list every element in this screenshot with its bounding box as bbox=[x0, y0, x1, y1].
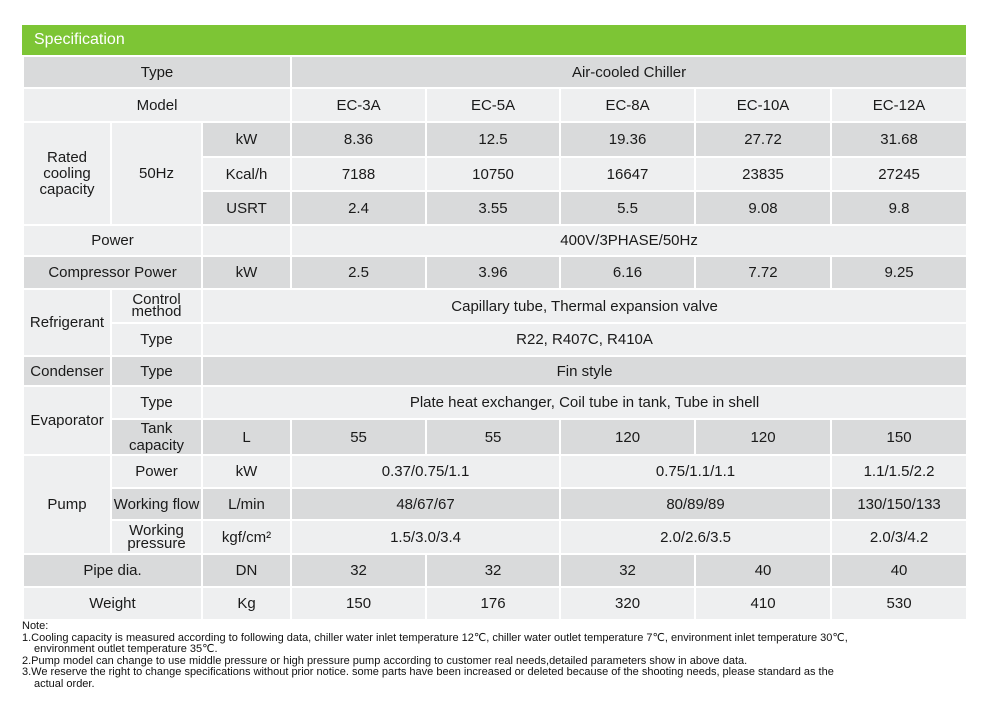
cooling-kcal-cell: 16647 bbox=[560, 157, 695, 191]
note-2: 2.Pump model can change to use middle pressure or high pressure pump according to customer real needs,detailed parameters show in above data. bbox=[22, 654, 748, 667]
compressor-cell: 3.96 bbox=[426, 256, 560, 289]
pump-flow-cell: 130/150/133 bbox=[831, 488, 967, 520]
power-row bbox=[23, 225, 967, 256]
weight-row bbox=[23, 587, 967, 620]
cooling-kw-cell: 12.5 bbox=[426, 122, 560, 157]
compressor-cell: 7.72 bbox=[695, 256, 831, 289]
model-cell: EC-10A bbox=[695, 88, 831, 122]
cooling-kcal-cell: 7188 bbox=[291, 157, 426, 191]
model-label: Model bbox=[23, 88, 291, 122]
weight-cell: 176 bbox=[426, 587, 560, 620]
compressor-cell: 6.16 bbox=[560, 256, 695, 289]
pump-power-label: Power bbox=[111, 455, 202, 488]
unit-usrt: USRT bbox=[202, 191, 291, 225]
cooling-kcal-cell: 27245 bbox=[831, 157, 967, 191]
tank-cell: 150 bbox=[831, 419, 967, 455]
condenser-row bbox=[23, 356, 967, 386]
cooling-kw-cell: 8.36 bbox=[291, 122, 426, 157]
unit-dn: DN bbox=[202, 554, 291, 587]
control-method-label: Control method bbox=[111, 289, 202, 323]
pump-power-row bbox=[23, 455, 967, 488]
unit-lmin: L/min bbox=[202, 488, 291, 520]
section-title: Specification bbox=[22, 25, 966, 55]
pump-power-cell: 0.75/1.1/1.1 bbox=[560, 455, 831, 488]
unit-kw: kW bbox=[202, 455, 291, 488]
evaporator-type-value: Plate heat exchanger, Coil tube in tank, Tube in shell bbox=[202, 386, 967, 419]
notes bbox=[22, 621, 992, 690]
note-1-continued: environment outlet temperature 35℃. bbox=[34, 643, 218, 655]
unit-kg: Kg bbox=[202, 587, 291, 620]
refrigerant-control-row bbox=[23, 289, 967, 323]
weight-cell: 320 bbox=[560, 587, 695, 620]
pump-pressure-row bbox=[23, 520, 967, 554]
type-row bbox=[23, 56, 967, 88]
cooling-usrt-cell: 9.8 bbox=[831, 191, 967, 225]
pump-flow-cell: 48/67/67 bbox=[291, 488, 560, 520]
cooling-kw-cell: 27.72 bbox=[695, 122, 831, 157]
refrigerant-type-row bbox=[23, 323, 967, 356]
cooling-kcal-cell: 10750 bbox=[426, 157, 560, 191]
working-pressure-label: Working pressure bbox=[111, 520, 202, 554]
note-3-continued: actual order. bbox=[34, 677, 95, 690]
type-value: Air-cooled Chiller bbox=[291, 56, 967, 88]
tank-capacity-label: Tank capacity bbox=[111, 419, 202, 455]
model-row bbox=[23, 88, 967, 122]
unit-kw: kW bbox=[202, 122, 291, 157]
pipe-cell: 32 bbox=[560, 554, 695, 587]
tank-cell: 55 bbox=[426, 419, 560, 455]
compressor-power-label: Compressor Power bbox=[23, 256, 202, 289]
pump-pressure-cell: 1.5/3.0/3.4 bbox=[291, 520, 560, 554]
note-1: 1.Cooling capacity is measured according to following data, chiller water inlet temperature 12℃, chiller water outlet temperature 7℃, environment inlet temperature 30℃, bbox=[22, 631, 848, 644]
power-label: Power bbox=[23, 225, 202, 256]
working-flow-label: Working flow bbox=[111, 488, 202, 520]
pipe-cell: 32 bbox=[426, 554, 560, 587]
evaporator-type-row bbox=[23, 386, 967, 419]
pipe-cell: 40 bbox=[831, 554, 967, 587]
unit-kgf: kgf/cm² bbox=[202, 520, 291, 554]
pump-power-cell: 0.37/0.75/1.1 bbox=[291, 455, 560, 488]
cooling-kw-row bbox=[23, 122, 967, 157]
pipe-dia-row bbox=[23, 554, 967, 587]
cooling-usrt-cell: 2.4 bbox=[291, 191, 426, 225]
pump-pressure-cell: 2.0/3/4.2 bbox=[831, 520, 967, 554]
type-label: Type bbox=[23, 56, 291, 88]
hz-label: 50Hz bbox=[111, 122, 202, 225]
pipe-cell: 32 bbox=[291, 554, 426, 587]
tank-cell: 120 bbox=[560, 419, 695, 455]
evaporator-type-label: Type bbox=[111, 386, 202, 419]
weight-label: Weight bbox=[23, 587, 202, 620]
evaporator-label: Evaporator bbox=[23, 386, 111, 455]
cooling-kcal-cell: 23835 bbox=[695, 157, 831, 191]
tank-cell: 55 bbox=[291, 419, 426, 455]
model-cell: EC-8A bbox=[560, 88, 695, 122]
cooling-kw-cell: 31.68 bbox=[831, 122, 967, 157]
tank-capacity-row bbox=[23, 419, 967, 455]
condenser-label: Condenser bbox=[23, 356, 111, 386]
compressor-cell: 2.5 bbox=[291, 256, 426, 289]
pump-flow-cell: 80/89/89 bbox=[560, 488, 831, 520]
pipe-cell: 40 bbox=[695, 554, 831, 587]
pump-label: Pump bbox=[23, 455, 111, 554]
cooling-kw-cell: 19.36 bbox=[560, 122, 695, 157]
note-heading: Note: bbox=[22, 620, 49, 632]
specification-table bbox=[22, 55, 968, 621]
model-cell: EC-5A bbox=[426, 88, 560, 122]
power-value: 400V/3PHASE/50Hz bbox=[291, 225, 967, 256]
cooling-usrt-cell: 9.08 bbox=[695, 191, 831, 225]
unit-liter: L bbox=[202, 419, 291, 455]
rated-cooling-label: Rated cooling capacity bbox=[23, 122, 111, 225]
condenser-type-value: Fin style bbox=[202, 356, 967, 386]
pump-flow-row bbox=[23, 488, 967, 520]
pipe-dia-label: Pipe dia. bbox=[23, 554, 202, 587]
power-unit-blank bbox=[202, 225, 291, 256]
cooling-usrt-cell: 3.55 bbox=[426, 191, 560, 225]
unit-kcal: Kcal/h bbox=[202, 157, 291, 191]
refrigerant-type-label: Type bbox=[111, 323, 202, 356]
weight-cell: 410 bbox=[695, 587, 831, 620]
refrigerant-label: Refrigerant bbox=[23, 289, 111, 356]
weight-cell: 150 bbox=[291, 587, 426, 620]
refrigerant-control-value: Capillary tube, Thermal expansion valve bbox=[202, 289, 967, 323]
compressor-cell: 9.25 bbox=[831, 256, 967, 289]
unit-kw: kW bbox=[202, 256, 291, 289]
pump-power-cell: 1.1/1.5/2.2 bbox=[831, 455, 967, 488]
model-cell: EC-3A bbox=[291, 88, 426, 122]
weight-cell: 530 bbox=[831, 587, 967, 620]
pump-pressure-cell: 2.0/2.6/3.5 bbox=[560, 520, 831, 554]
tank-cell: 120 bbox=[695, 419, 831, 455]
compressor-row bbox=[23, 256, 967, 289]
model-cell: EC-12A bbox=[831, 88, 967, 122]
cooling-usrt-cell: 5.5 bbox=[560, 191, 695, 225]
condenser-type-label: Type bbox=[111, 356, 202, 386]
note-3: 3.We reserve the right to change specifications without prior notice. some parts have been increased or deleted because of the shooting needs, please standard as the bbox=[22, 666, 834, 678]
refrigerant-type-value: R22, R407C, R410A bbox=[202, 323, 967, 356]
